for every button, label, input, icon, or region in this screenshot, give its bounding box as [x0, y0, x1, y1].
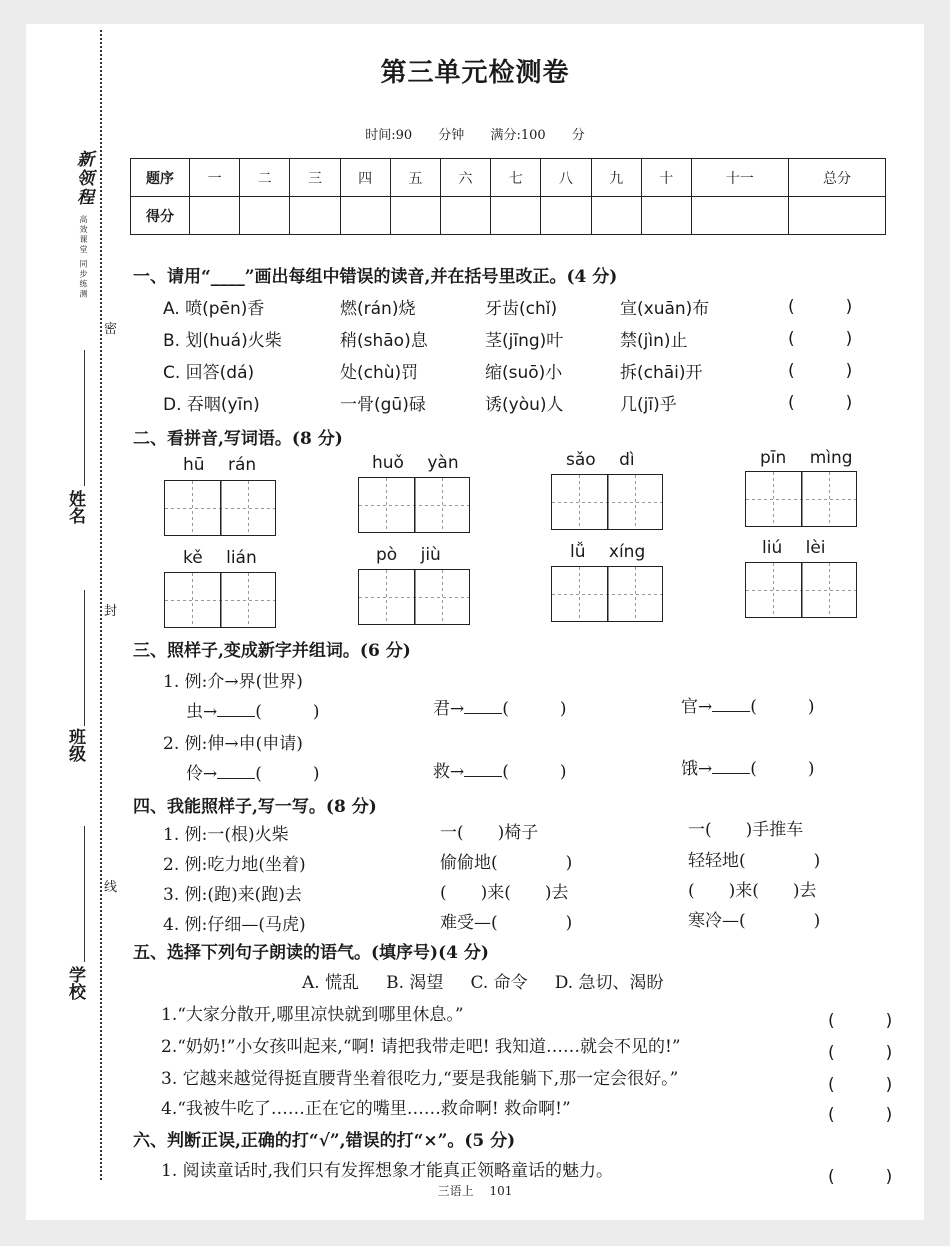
seal-char: 密: [104, 322, 118, 337]
score-table-row-score: [131, 197, 886, 235]
footer-book: 三语上: [437, 1184, 474, 1198]
s1-answer-a[interactable]: ( ): [788, 297, 853, 317]
s3-example-1: 1. 例:介→界(世界): [163, 672, 303, 692]
full-score: 满分:100 分: [490, 128, 585, 143]
pinyin-7: lǚ xíng: [570, 542, 646, 562]
time-limit: 时间:90 分钟: [365, 128, 465, 143]
s5-answer-4[interactable]: ( ): [828, 1105, 893, 1125]
s5-answer-3[interactable]: ( ): [828, 1075, 893, 1095]
s5-sentence-1: 1.“大家分散开,哪里凉快就到哪里休息。”: [161, 1005, 464, 1025]
section-2-heading: 二、看拼音,写词语。(8 分): [133, 429, 343, 449]
s4-row-4-a[interactable]: 难受—( ): [440, 913, 573, 933]
s5-sentence-3: 3. 它越来越觉得挺直腰背坐着很吃力,“要是我能躺下,那一定会很好。”: [161, 1069, 679, 1089]
page-title: 第三单元检测卷: [380, 58, 570, 88]
writing-grid-8[interactable]: [745, 562, 857, 618]
s1-answer-d[interactable]: ( ): [788, 393, 853, 413]
score-table-row-order: [131, 159, 886, 197]
score-col: 四: [340, 159, 390, 197]
score-col: 九: [591, 159, 641, 197]
s4-row-3-a[interactable]: ( )来( )去: [440, 883, 569, 903]
brand-subtitle: 高效课堂 同步练测: [79, 214, 88, 300]
s1-row-a-2: 燃(rán)烧: [340, 299, 416, 319]
score-table: [130, 158, 886, 235]
s4-row-4-ex: 4. 例:仔细—(马虎): [163, 915, 306, 935]
s1-row-c-2: 处(chù)罚: [340, 363, 419, 383]
school-label: 学校: [65, 966, 85, 1000]
s5-answer-2[interactable]: ( ): [828, 1043, 893, 1063]
pinyin-8: liú lèi: [762, 538, 826, 558]
page-footer: [0, 1182, 950, 1199]
s4-row-1-ex: 1. 例:一(根)火柴: [163, 825, 289, 845]
s4-row-2-a[interactable]: 偷偷地( ): [440, 853, 573, 873]
binding-dotted-line: [100, 30, 102, 1180]
pinyin-6: pò jiù: [376, 545, 441, 565]
score-row1-head: 题序: [131, 159, 190, 197]
pinyin-3: sǎo dì: [566, 450, 635, 470]
score-col: 一: [190, 159, 240, 197]
s1-row-b-4: 禁(jìn)止: [620, 331, 688, 351]
score-cell[interactable]: [591, 197, 641, 235]
s5-option-d: D. 急切、渴盼: [554, 973, 664, 993]
score-row2-head: 得分: [131, 197, 190, 235]
s5-option-a: A. 慌乱: [302, 973, 360, 993]
section-6-heading: 六、判断正误,正确的打“√”,错误的打“×”。(5 分): [133, 1131, 516, 1151]
s1-row-a-3: 牙齿(chǐ): [485, 299, 558, 319]
writing-grid-7[interactable]: [551, 566, 663, 622]
s6-answer-1[interactable]: ( ): [828, 1167, 893, 1187]
s4-row-3-ex: 3. 例:(跑)来(跑)去: [163, 885, 302, 905]
score-col: 五: [390, 159, 440, 197]
s1-row-c-4: 拆(chāi)开: [620, 363, 703, 383]
s4-row-2-b[interactable]: 轻轻地( ): [688, 851, 821, 871]
s4-row-2-ex: 2. 例:吃力地(坐着): [163, 855, 306, 875]
writing-grid-5[interactable]: [164, 572, 276, 628]
pinyin-5: kě lián: [183, 548, 257, 568]
section-3-heading: 三、照样子,变成新字并组词。(6 分): [133, 641, 411, 661]
s4-row-4-b[interactable]: 寒冷—( ): [688, 911, 821, 931]
brand-name: 新领程: [73, 150, 93, 207]
score-cell[interactable]: [240, 197, 290, 235]
s1-row-a-1: A. 喷(pēn)香: [163, 299, 265, 319]
exam-meta: [0, 124, 950, 143]
s1-row-c-3: 缩(suō)小: [485, 363, 563, 383]
score-col: 三: [290, 159, 340, 197]
s1-row-b-3: 茎(jīng)叶: [485, 331, 564, 351]
s3-item-5: 救→ ( ): [433, 762, 567, 782]
s3-item-4: 伶→ ( ): [186, 764, 320, 784]
s4-row-3-b[interactable]: ( )来( )去: [688, 881, 817, 901]
s1-row-c-1: C. 回答(dá): [163, 363, 255, 383]
score-col: 二: [240, 159, 290, 197]
s5-sentence-4: 4.“我被牛吃了……正在它的嘴里……救命啊! 救命啊!”: [161, 1099, 571, 1119]
score-col: 十: [641, 159, 691, 197]
s1-row-d-1: D. 吞咽(yīn): [163, 395, 260, 415]
s5-answer-1[interactable]: ( ): [828, 1011, 893, 1031]
s5-options: [302, 968, 664, 993]
s1-answer-c[interactable]: ( ): [788, 361, 853, 381]
s1-row-a-4: 宣(xuān)布: [620, 299, 710, 319]
score-col: 七: [491, 159, 541, 197]
score-cell[interactable]: [641, 197, 691, 235]
writing-grid-4[interactable]: [745, 471, 857, 527]
class-line: [84, 590, 85, 726]
score-cell[interactable]: [190, 197, 240, 235]
score-cell[interactable]: [788, 197, 885, 235]
pinyin-1: hū rán: [183, 455, 257, 475]
score-cell[interactable]: [691, 197, 788, 235]
pinyin-4: pīn mìng: [760, 448, 853, 468]
score-col: 总分: [788, 159, 885, 197]
s1-row-d-4: 几(jī)乎: [620, 395, 677, 415]
score-cell[interactable]: [390, 197, 440, 235]
score-cell[interactable]: [290, 197, 340, 235]
school-line: [84, 826, 85, 962]
s1-row-b-2: 稍(shāo)息: [340, 331, 428, 351]
section-4-heading: 四、我能照样子,写一写。(8 分): [133, 797, 377, 817]
s3-item-2: 君→ ( ): [433, 699, 567, 719]
s5-option-b: B. 渴望: [386, 973, 444, 993]
name-label: 姓名: [65, 490, 85, 524]
name-line: [84, 350, 85, 486]
writing-grid-6[interactable]: [358, 569, 470, 625]
writing-grid-3[interactable]: [551, 474, 663, 530]
s3-item-6: 饿→ ( ): [681, 759, 815, 779]
score-col: 十一: [691, 159, 788, 197]
section-5-heading: 五、选择下列句子朗读的语气。(填序号)(4 分): [133, 943, 489, 963]
score-cell[interactable]: [491, 197, 541, 235]
s4-row-1-b[interactable]: 一( )手推车: [688, 820, 804, 840]
score-cell[interactable]: [440, 197, 490, 235]
score-col: 八: [541, 159, 591, 197]
score-col: 六: [440, 159, 490, 197]
s1-row-d-2: 一骨(gū)碌: [340, 395, 426, 415]
line-char: 线: [104, 880, 118, 895]
s5-option-c: C. 命令: [470, 973, 528, 993]
s3-item-3: 官→ ( ): [681, 697, 815, 717]
pinyin-2: huǒ yàn: [372, 453, 459, 473]
s4-row-1-a[interactable]: 一( )椅子: [440, 823, 539, 843]
writing-grid-1[interactable]: [164, 480, 276, 536]
s3-example-2: 2. 例:伸→申(申请): [163, 734, 303, 754]
score-cell[interactable]: [541, 197, 591, 235]
class-label: 班级: [65, 728, 85, 762]
s1-row-d-3: 诱(yòu)人: [485, 395, 564, 415]
page-number: 101: [489, 1184, 513, 1198]
writing-grid-2[interactable]: [358, 477, 470, 533]
fence-char: 封: [104, 604, 118, 619]
s6-sentence-1: 1. 阅读童话时,我们只有发挥想象才能真正领略童话的魅力。: [161, 1161, 614, 1181]
score-cell[interactable]: [340, 197, 390, 235]
s5-sentence-2: 2.“奶奶!”小女孩叫起来,“啊! 请把我带走吧! 我知道……就会不见的!”: [161, 1037, 681, 1057]
s1-answer-b[interactable]: ( ): [788, 329, 853, 349]
brand-logo: [52, 150, 96, 300]
s1-row-b-1: B. 划(huá)火柴: [163, 331, 282, 351]
section-1-heading: 一、请用“____”画出每组中错误的读音,并在括号里改正。(4 分): [133, 267, 618, 287]
s3-item-1: 虫→ ( ): [186, 702, 320, 722]
